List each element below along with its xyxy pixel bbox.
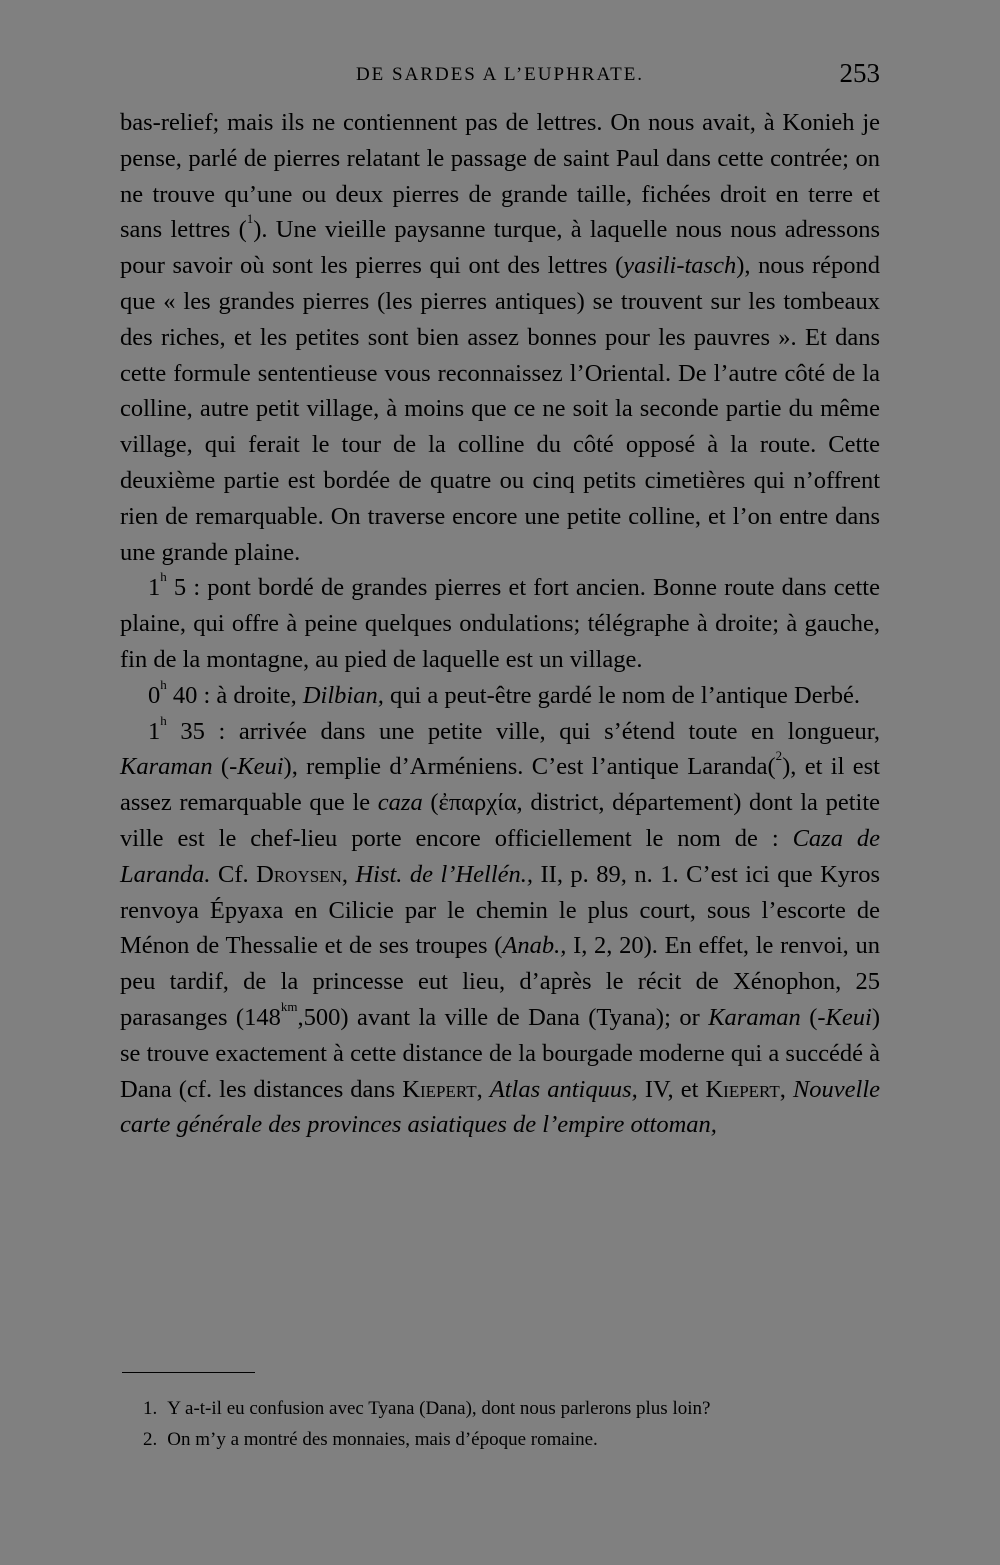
footnotes <box>143 1393 883 1455</box>
time-unit: h <box>160 712 167 728</box>
footnote-2 <box>143 1424 883 1455</box>
text-run: ), remplie d’Arméniens. C’est l’antique Laranda( <box>283 753 776 781</box>
italic-term: Hist. de l’Hellén., <box>355 860 534 888</box>
paragraph-1 <box>120 105 880 570</box>
text-run: Cf. <box>210 860 257 888</box>
italic-term: yasili-tasch <box>623 252 737 280</box>
time-value: 1 <box>148 717 161 745</box>
page-number: 253 <box>839 58 880 88</box>
text-run: , <box>341 860 356 888</box>
unit-superscript: km <box>280 998 298 1014</box>
italic-term: Nouvelle carte générale des provinces asiatiques de l’empire ottoman, <box>120 1075 881 1139</box>
author-name: Kiepert <box>402 1075 477 1103</box>
text-run: , <box>779 1075 793 1103</box>
text-run: ) se trouve exactement à cette distance de la bourgade moderne qui a succédé à Dana (cf. les distances dans <box>120 1003 880 1103</box>
italic-term: Karaman <box>708 1003 801 1031</box>
text-run: ), et il est assez remarquable que le <box>120 753 880 817</box>
footnote-text: Y a-t-il eu confusion avec Tyana (Dana), dont nous parlerons plus loin? <box>167 1398 711 1419</box>
italic-term: -Keui <box>817 1003 872 1031</box>
time-value: 0 <box>148 681 161 709</box>
text-run: ), nous répond que « les grandes pierres (les pierres antiques) se trouvent sur les tombeaux des riches, et les petites sont bien assez bonnes pour les pauvres ». Et dans cette formule sententieuse vous reconnaissez l’Oriental. De l’autre côté de la colline, autre petit village, à moins que ce ne soit la seconde partie du même village, qui ferait le tour de la colline du côté opposé à la route. Cette deuxième partie est bordée de quatre ou cinq petits cimetières qui n’offrent rien de remarquable. On traverse encore une petite colline, et l’on entre dans une grande plaine. <box>120 252 880 566</box>
paragraph-3 <box>120 678 880 714</box>
footnote-1 <box>143 1393 883 1424</box>
running-head <box>120 58 880 92</box>
text-run: ,500) avant la ville de Dana (Tyana); or <box>297 1003 709 1031</box>
footnote-number: 1. <box>143 1398 158 1419</box>
author-name: Droysen <box>256 860 342 888</box>
footnote-ref[interactable]: 1 <box>246 211 254 227</box>
text-run: (ἐπαρχία, district, département) dont la petite ville est le chef-lieu porte encore officiellement le nom de : <box>120 789 880 852</box>
footnote-divider <box>122 1372 255 1373</box>
footnote-ref[interactable]: 2 <box>775 748 783 764</box>
text-run: IV, et <box>637 1075 706 1103</box>
body-text <box>120 105 880 1143</box>
italic-term: Dilbian, <box>302 681 384 709</box>
time-value: 1 <box>148 574 161 602</box>
footnote-text: On m’y a montré des monnaies, mais d’époque romaine. <box>167 1429 598 1450</box>
paragraph-2 <box>120 570 880 677</box>
text-run: I, 2, 20). En effet, le renvoi, un peu tardif, de la princesse eut lieu, d’après le récit de Xénophon, 25 parasanges (148 <box>120 932 880 1031</box>
text-run: bas-relief; mais ils ne contiennent pas de lettres. On nous avait, à Konieh je pense, parlé de pierres relatant le passage de saint Paul dans cette contrée; on ne trouve qu’une ou deux pierres de grande taille, fichées droit en terre et sans lettres ( <box>120 109 880 244</box>
text-run: qui a peut-être gardé le nom de l’antique Derbé. <box>383 681 861 709</box>
text-run: 35 : arrivée dans une petite ville, qui s’étend toute en longueur, <box>166 717 880 745</box>
text-run: 5 : pont bordé de grandes pierres et fort ancien. Bonne route dans cette plaine, qui offre à peine quelques ondulations; télégraphe à droite; à gauche, fin de la montagne, au pied de laquelle est un village. <box>120 574 880 673</box>
text-run: , <box>476 1075 490 1103</box>
text-run: II, p. 89, n. 1. C’est ici que Kyros renvoya Épyaxa en Cilicie par le chemin le plus court, sous l’escorte de Ménon de Thessalie et de ses troupes ( <box>120 860 880 960</box>
italic-term: -Keui <box>229 753 284 781</box>
italic-term: Caza de Laranda. <box>120 824 880 888</box>
paragraph-4 <box>120 714 880 1144</box>
italic-term: Anab., <box>502 932 567 960</box>
author-name: Kiepert <box>705 1075 780 1103</box>
text-run: ( <box>212 753 230 781</box>
italic-term: Karaman <box>120 753 213 781</box>
time-unit: h <box>160 569 167 585</box>
text-run: ( <box>800 1003 818 1031</box>
running-title: DE SARDES A L’EUPHRATE. <box>355 64 645 85</box>
italic-term: Atlas antiquus, <box>489 1075 638 1103</box>
text-run: ). Une vieille paysanne turque, à laquelle nous nous adressons pour savoir où sont les pierres qui ont des lettres ( <box>120 216 880 280</box>
time-unit: h <box>160 676 167 692</box>
text-run: 40 : à droite, <box>166 681 303 709</box>
footnote-number: 2. <box>143 1429 158 1450</box>
italic-term: caza <box>377 789 423 817</box>
